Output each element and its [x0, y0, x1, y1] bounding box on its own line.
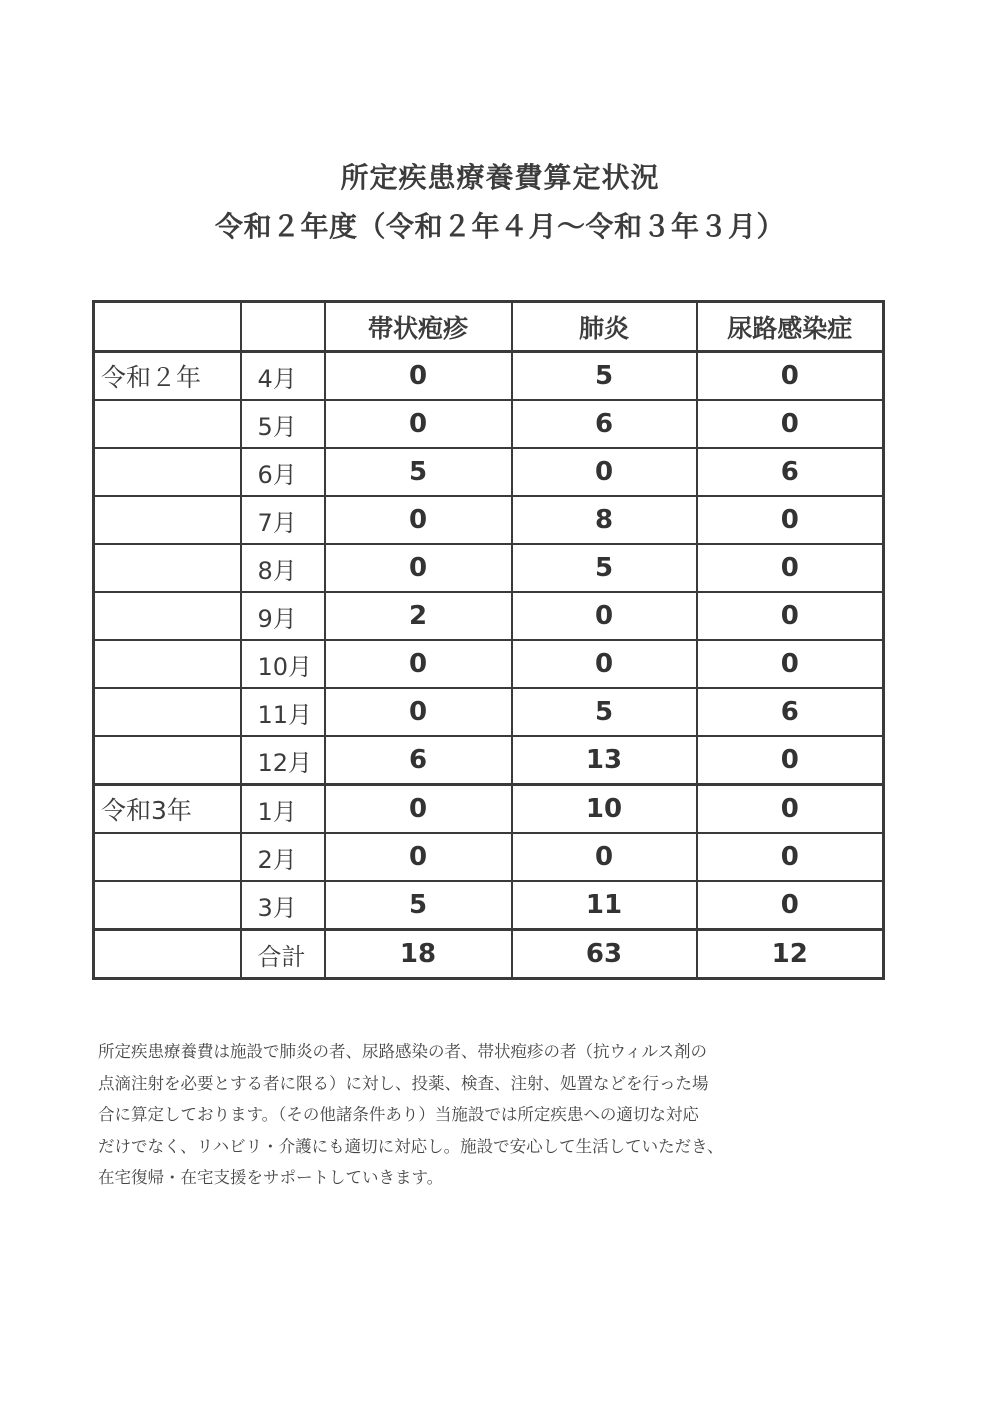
header-pneumonia: 肺炎 — [512, 302, 697, 352]
table-row — [94, 736, 884, 785]
value-herpes-zoster: 6 — [325, 736, 512, 785]
table-row — [94, 544, 884, 592]
value-urinary-tract-infection: 0 — [697, 736, 884, 785]
value-herpes-zoster: 0 — [325, 640, 512, 688]
value-herpes-zoster: 0 — [325, 544, 512, 592]
value-herpes-zoster: 0 — [325, 352, 512, 401]
month-cell: 6月 — [241, 448, 325, 496]
table-row — [94, 400, 884, 448]
month-cell: 2月 — [241, 833, 325, 881]
table-row — [94, 833, 884, 881]
table-row — [94, 640, 884, 688]
value-pneumonia: 10 — [512, 785, 697, 834]
year-cell — [94, 544, 241, 592]
table-row — [94, 448, 884, 496]
total-pneumonia: 63 — [512, 930, 697, 979]
header-year — [94, 302, 241, 352]
table-row — [94, 496, 884, 544]
note-line: だけでなく、リハビリ・介護にも適切に対応し。施設で安心して生活していただき、 — [98, 1136, 724, 1156]
value-urinary-tract-infection: 0 — [697, 833, 884, 881]
explanation-note — [98, 1036, 888, 1194]
month-cell: 10月 — [241, 640, 325, 688]
statistics-table — [92, 300, 885, 980]
value-herpes-zoster: 5 — [325, 881, 512, 930]
value-pneumonia: 5 — [512, 544, 697, 592]
total-urinary-tract-infection: 12 — [697, 930, 884, 979]
value-pneumonia: 8 — [512, 496, 697, 544]
note-line: 合に算定しております。（その他諸条件あり）当施設では所定疾患への適切な対応 — [98, 1105, 699, 1124]
total-row — [94, 930, 884, 979]
value-urinary-tract-infection: 0 — [697, 496, 884, 544]
value-pneumonia: 0 — [512, 833, 697, 881]
value-urinary-tract-infection: 0 — [697, 640, 884, 688]
year-cell: 令和3年 — [94, 785, 241, 834]
header-month — [241, 302, 325, 352]
total-label: 合計 — [241, 930, 325, 979]
year-cell — [94, 640, 241, 688]
month-cell: 8月 — [241, 544, 325, 592]
value-herpes-zoster: 0 — [325, 400, 512, 448]
table-row — [94, 688, 884, 736]
total-blank-cell — [94, 930, 241, 979]
page-subtitle: 令和２年度（令和２年４月～令和３年３月） — [214, 210, 785, 243]
table-row — [94, 785, 884, 834]
note-line: 所定疾患療養費は施設で肺炎の者、尿路感染の者、帯状疱疹の者（抗ウィルス剤の — [98, 1042, 708, 1061]
month-cell: 7月 — [241, 496, 325, 544]
value-pneumonia: 6 — [512, 400, 697, 448]
year-cell — [94, 496, 241, 544]
month-cell: 12月 — [241, 736, 325, 785]
month-cell: 3月 — [241, 881, 325, 930]
value-pneumonia: 11 — [512, 881, 697, 930]
month-cell: 9月 — [241, 592, 325, 640]
month-cell: 1月 — [241, 785, 325, 834]
value-herpes-zoster: 0 — [325, 785, 512, 834]
value-herpes-zoster: 0 — [325, 496, 512, 544]
value-urinary-tract-infection: 0 — [697, 400, 884, 448]
table-row — [94, 881, 884, 930]
value-pneumonia: 13 — [512, 736, 697, 785]
table-row — [94, 352, 884, 401]
value-urinary-tract-infection: 0 — [697, 352, 884, 401]
value-urinary-tract-infection: 0 — [697, 785, 884, 834]
value-urinary-tract-infection: 6 — [697, 688, 884, 736]
value-herpes-zoster: 0 — [325, 688, 512, 736]
note-line: 点滴注射を必要とする者に限る）に対し、投薬、検査、注射、処置などを行った場 — [98, 1073, 709, 1093]
year-cell — [94, 400, 241, 448]
value-herpes-zoster: 5 — [325, 448, 512, 496]
value-herpes-zoster: 0 — [325, 833, 512, 881]
value-urinary-tract-infection: 6 — [697, 448, 884, 496]
value-pneumonia: 0 — [512, 640, 697, 688]
month-cell: 11月 — [241, 688, 325, 736]
value-herpes-zoster: 2 — [325, 592, 512, 640]
total-herpes-zoster: 18 — [325, 930, 512, 979]
year-cell — [94, 688, 241, 736]
value-pneumonia: 0 — [512, 592, 697, 640]
value-pneumonia: 0 — [512, 448, 697, 496]
year-cell — [94, 736, 241, 785]
year-cell — [94, 592, 241, 640]
value-urinary-tract-infection: 0 — [697, 881, 884, 930]
table-header-row — [94, 302, 884, 352]
header-herpes-zoster: 帯状疱疹 — [325, 302, 512, 352]
month-cell: 5月 — [241, 400, 325, 448]
table-row — [94, 592, 884, 640]
value-urinary-tract-infection: 0 — [697, 544, 884, 592]
year-cell — [94, 833, 241, 881]
year-cell — [94, 448, 241, 496]
value-pneumonia: 5 — [512, 688, 697, 736]
value-pneumonia: 5 — [512, 352, 697, 401]
header-urinary-tract-infection: 尿路感染症 — [697, 302, 884, 352]
year-cell — [94, 881, 241, 930]
note-line: 在宅復帰・在宅支援をサポートしていきます。 — [98, 1168, 444, 1187]
year-cell: 令和２年 — [94, 352, 241, 401]
page-title: 所定疾患療養費算定状況 — [340, 161, 660, 194]
month-cell: 4月 — [241, 352, 325, 401]
value-urinary-tract-infection: 0 — [697, 592, 884, 640]
